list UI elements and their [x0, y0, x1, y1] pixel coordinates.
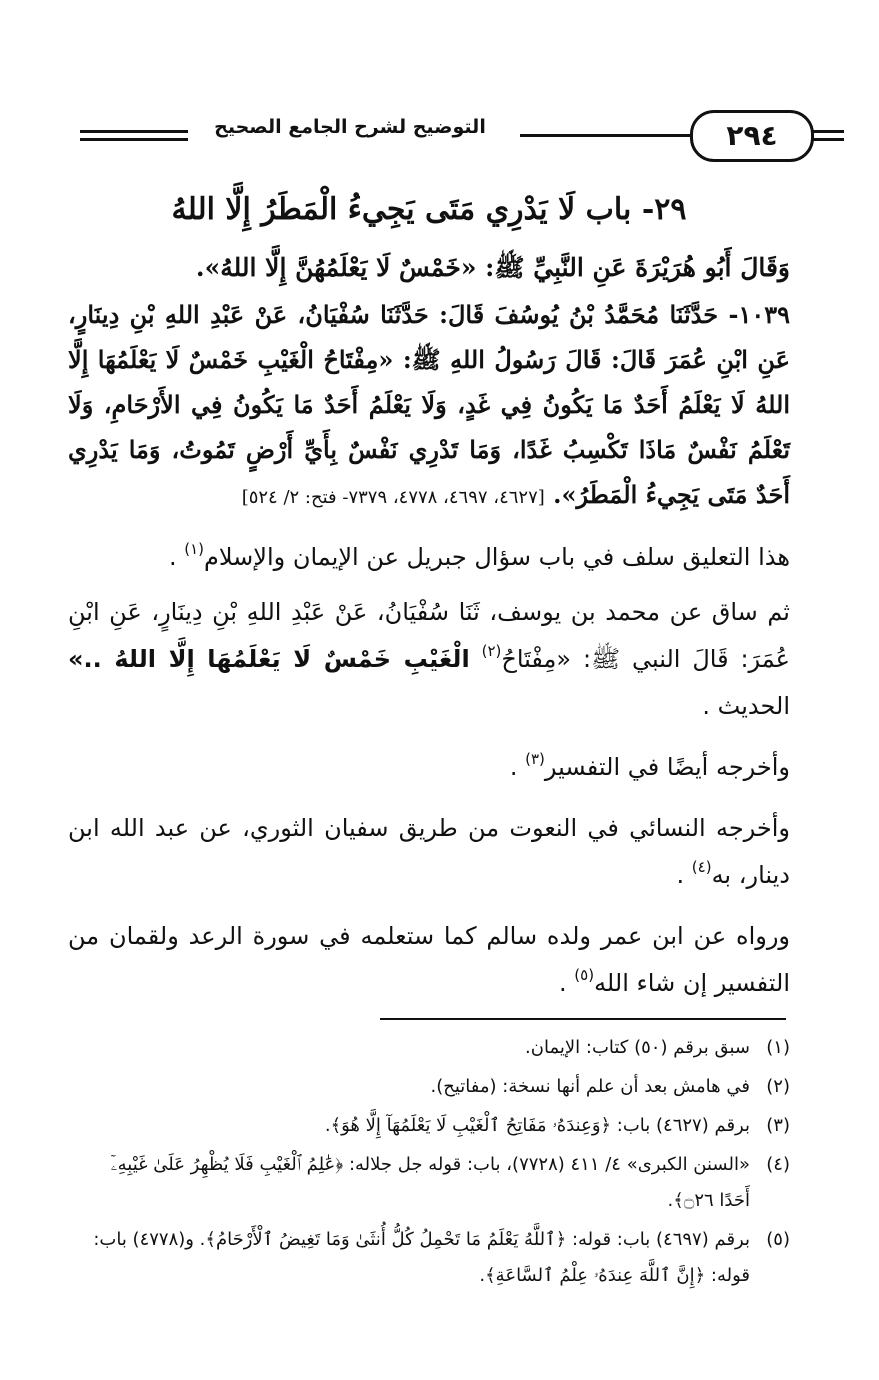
footnote: [75, 1069, 790, 1105]
commentary-text: وأخرجه أيضًا في التفسير: [544, 753, 790, 781]
header-rule: [80, 138, 188, 141]
commentary-text: الحديث .: [702, 692, 790, 720]
footnote-text: سبق برقم (٥٠) كتاب: الإيمان.: [525, 1037, 750, 1058]
footnote-marker[interactable]: (٣): [525, 750, 545, 768]
page-number: ٢٩٤: [690, 110, 814, 162]
footnote-text: برقم (٤٦٩٧) باب: قوله: ﴿ٱللَّهُ يَعْلَمُ مَا تَحْمِلُ كُلُّ أُنثَىٰ وَمَا تَغِيضُ ٱلْأَرْحَامُ﴾. و(٤٧٧٨) باب: قوله: ﴿إِنَّ ٱللَّهَ عِندَهُۥ عِلْمُ ٱلسَّاعَةِ﴾.: [93, 1229, 750, 1286]
intro-paragraph: وَقَالَ أَبُو هُرَيْرَةَ عَنِ النَّبِيِّ ﷺ: «خَمْسٌ لَا يَعْلَمُهُنَّ إِلَّا اللهُ».: [195, 253, 790, 282]
footnote-number: (١): [766, 1037, 790, 1058]
header-rule: [812, 130, 844, 133]
commentary-paragraph: هذا التعليق سلف في باب سؤال جبريل عن الإيمان والإسلام$^{(١)}$ .: [168, 540, 790, 571]
hadith-quote: الْغَيْبِ خَمْسٌ لَا يَعْلَمُهَا إِلَّا اللهُ ..»: [68, 645, 470, 673]
footnote-text: برقم (٤٦٢٧) باب: ﴿وَعِندَهُۥ مَفَاتِحُ ٱلْغَيْبِ لَا يَعْلَمُهَآ إِلَّا هُوَ﴾.: [324, 1115, 750, 1136]
header-rule: [80, 130, 188, 133]
commentary-text: ورواه عن ابن عمر ولده سالم كما ستعلمه في سورة الرعد ولقمان من التفسير إن شاء الله: [68, 922, 790, 997]
header-rule: [812, 138, 844, 141]
footnote: [75, 1030, 790, 1066]
footnote: [75, 1147, 790, 1219]
hadith-references: [٤٦٢٧، ٤٦٩٧، ٤٧٧٨، ٧٣٧٩- فتح: ٢/ ٥٢٤]: [241, 487, 545, 508]
footnote-separator: [380, 1018, 786, 1020]
commentary-paragraph: ورواه عن ابن عمر ولده سالم كما ستعلمه في سورة الرعد ولقمان من التفسير إن شاء الله$^{(٥)}$ .: [68, 922, 790, 997]
commentary-paragraph: [68, 589, 790, 730]
commentary-text: وأخرجه النسائي في النعوت من طريق سفيان الثوري، عن عبد الله ابن دينار، به: [68, 814, 790, 889]
footnote: [75, 1222, 790, 1294]
footnote-number: (٣): [766, 1115, 790, 1136]
commentary-text: هذا التعليق سلف في باب سؤال جبريل عن الإيمان والإسلام: [203, 543, 790, 571]
footnote: [75, 1108, 790, 1144]
footnote-marker[interactable]: (١): [184, 540, 204, 558]
main-text: [68, 180, 790, 1007]
page-header: [70, 108, 840, 166]
footnote-number: (٢): [766, 1076, 790, 1097]
commentary-paragraph: وأخرجه النسائي في النعوت من طريق سفيان الثوري، عن عبد الله ابن دينار، به$^{(٤)}$ .: [68, 814, 790, 889]
footnote-marker[interactable]: (٢): [481, 642, 502, 660]
footnote-marker[interactable]: (٤): [691, 858, 712, 876]
footnote-marker[interactable]: (٥): [574, 966, 595, 984]
hadith-paragraph: [68, 292, 790, 520]
footnote-number: (٥): [766, 1229, 790, 1250]
chapter-title: ٢٩- باب لَا يَدْرِي مَتَى يَجِيءُ الْمَطَرُ إِلَّا اللهُ: [171, 192, 687, 227]
commentary-paragraph: وأخرجه أيضًا في التفسير$^{(٣)}$ .: [509, 750, 790, 781]
hadith-text: ١٠٣٩- حَدَّثَنَا مُحَمَّدُ بْنُ يُوسُفَ قَالَ: حَدَّثَنَا سُفْيَانُ، عَنْ عَبْدِ اللهِ بْنِ دِينَارٍ، عَنِ ابْنِ عُمَرَ قَالَ: قَالَ رَسُولُ اللهِ ﷺ: «مِفْتَاحُ الْغَيْبِ خَمْسٌ لَا يَعْلَمُهَا إِلَّا اللهُ لَا يَعْلَمُ أَحَدٌ مَا يَكُونُ فِي غَدٍ، وَلَا يَعْلَمُ أَحَدٌ مَا يَكُونُ فِي الأَرْحَامِ، وَلَا تَعْلَمُ نَفْسٌ مَاذَا تَكْسِبُ غَدًا، وَمَا تَدْرِي نَفْسٌ بِأَيِّ أَرْضٍ تَمُوتُ، وَمَا يَدْرِي أَحَدٌ مَتَى يَجِيءُ الْمَطَرُ».: [68, 300, 791, 509]
header-rule: [520, 134, 708, 137]
footnotes: [75, 1030, 790, 1297]
footnote-text: في هامش بعد أن علم أنها نسخة: (مفاتيح).: [430, 1076, 750, 1097]
running-title: التوضيح لشرح الجامع الصحيح: [214, 116, 486, 138]
commentary-text: ثم ساق عن محمد بن يوسف، ثَنَا سُفْيَانُ، عَنْ عَبْدِ اللهِ بْنِ دِينَارٍ، عَنِ ابْنِ عُمَرَ: قَالَ النبي ﷺ: «مِفْتَاحُ: [68, 598, 790, 673]
footnote-number: (٤): [766, 1154, 790, 1175]
footnote-text: «السنن الكبرى» ٤/ ٤١١ (٧٧٢٨)، باب: قوله جل جلاله: ﴿عَٰلِمُ ٱلْغَيْبِ فَلَا يُظْهِرُ عَلَىٰ غَيْبِهِۦٓ أَحَدًا ۝٢٦﴾.: [110, 1154, 750, 1211]
